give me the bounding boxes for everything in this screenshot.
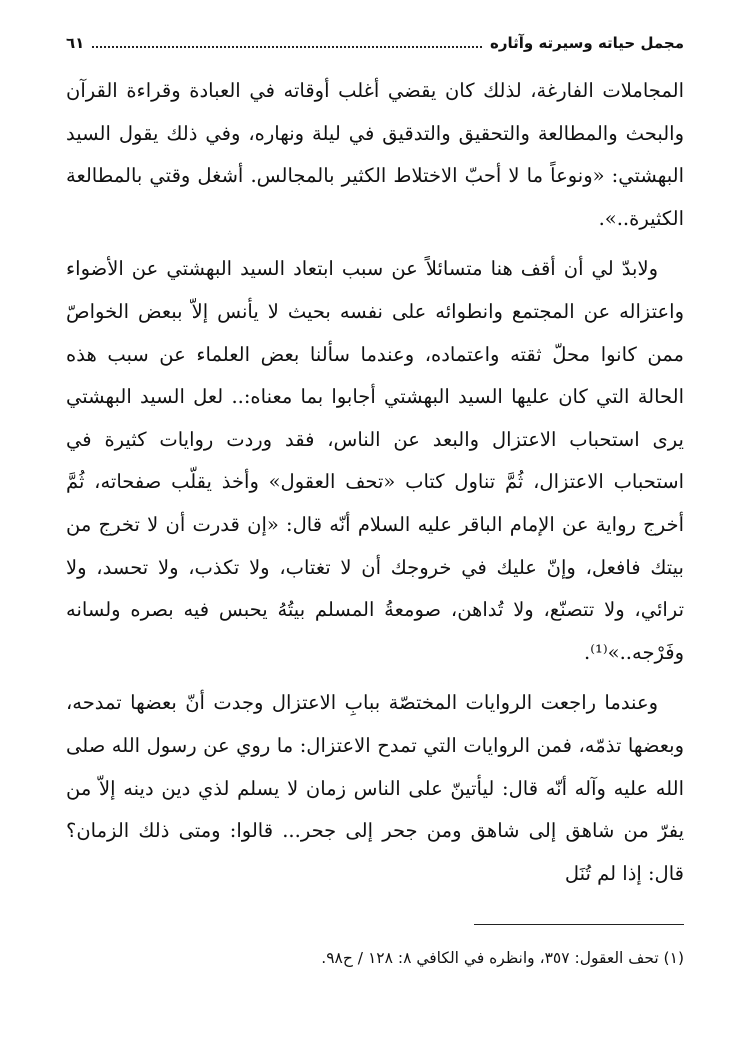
footnote: (١) تحف العقول: ٣٥٧، وانظره في الكافي ٨: ١٢٨ / ح٩٨. xyxy=(321,949,684,967)
leader-dots xyxy=(92,46,482,48)
paragraph-3: وعندما راجعت الروايات المختصّة ببابِ الاعتزال وجدت أنّ بعضها تمدحه، وبعضها تذمّه، فمن الروايات التي تمدح الاعتزال: ما روي عن رسول الله صلى الله عليه وآله أنّه قال: ليأتينّ على الناس زمان لا يسلم لذي دين دينه إلاّ من يفرّ من شاهق إلى شاهق ومن جحر إلى جحر... قالوا: ومتى ذلك الزمان؟ قال: إذا لم تُنَل xyxy=(66,691,684,885)
body-text xyxy=(66,70,684,903)
footnote-divider xyxy=(474,924,684,925)
paragraph-2: ولابدّ لي أن أقف هنا متسائلاً عن سبب ابتعاد السيد البهشتي عن الأضواء واعتزاله عن المجتمع وانطوائه على نفسه بحيث لا يأنس إلاّ ببعض الخواصّ ممن كانوا محلّ ثقته واعتماده، وعندما سألنا بعض العلماء عن سبب هذه الحالة التي كان عليها السيد البهشتي أجابوا بما معناه:.. لعل السيد البهشتي يرى استحباب الاعتزال والبعد عن الناس، فقد وردت روايات كثيرة في استحباب الاعتزال، ثُمَّ تناول كتاب «تحف العقول» وأخذ يقلّب صفحاته، ثُمَّ أخرج رواية عن الإمام الباقر عليه السلام أنّه قال: «إن قدرت أن لا تخرج من بيتك فافعل، وإنّ عليك في خروجك أن لا تغتاب، ولا تكذب، ولا تحسد، ولا ترائي، ولا تتصنّع، ولا تُداهن، صومعةُ المسلم بيتُهُ يحبس فيه بصره ولسانه وفَرْجه..»⁽¹⁾. xyxy=(66,257,684,664)
page-number: ٦١ xyxy=(66,34,85,52)
running-title: مجمل حياته وسيرته وآثاره xyxy=(490,34,684,52)
running-header xyxy=(66,30,684,56)
paragraph-1: المجاملات الفارغة، لذلك كان يقضي أغلب أوقاته في العبادة وقراءة القرآن والبحث والمطالعة والتحقيق والتدقيق في ليلة ونهاره، وفي ذلك يقول السيد البهشتي: «ونوعاً ما لا أحبّ الاختلاط الكثير بالمجالس. أشغل وقتي بالمطالعة الكثيرة..». xyxy=(66,79,684,230)
